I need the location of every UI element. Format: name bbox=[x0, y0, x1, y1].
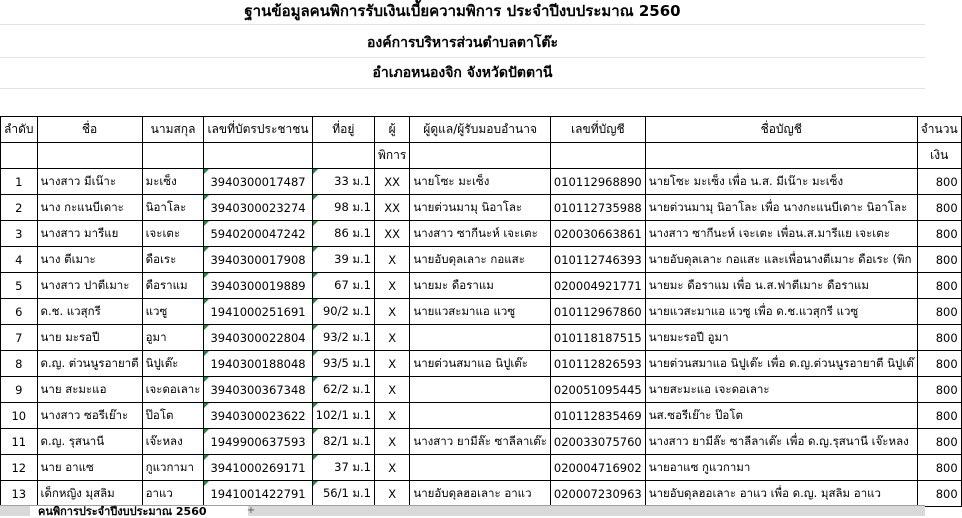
cell-disabled[interactable]: X bbox=[374, 325, 409, 351]
cell-id-card[interactable]: 3940300022804 bbox=[204, 325, 312, 351]
cell-account-name[interactable]: นายมะรอปี อูมา bbox=[645, 325, 917, 351]
cell-amount[interactable]: 800 bbox=[917, 325, 961, 351]
district-title: อำเภอหนองจิก จังหวัดปัตตานี bbox=[372, 65, 553, 81]
cell-amount[interactable]: 800 bbox=[917, 195, 961, 221]
header-account-name[interactable]: ชื่อบัญชี bbox=[645, 117, 917, 143]
cell-amount[interactable]: 800 bbox=[917, 377, 961, 403]
cell-amount[interactable]: 800 bbox=[917, 169, 961, 195]
cell-amount[interactable]: 800 bbox=[917, 481, 961, 507]
table-row bbox=[1, 195, 962, 221]
cell-account-name[interactable]: นางสาว ยามีล๊ะ ซาลีลาเต๊ะ เพื่อ ด.ญ.รุสนานี เจ๊ะหลง bbox=[645, 429, 917, 455]
cell-amount[interactable]: 800 bbox=[917, 455, 961, 481]
cell-disabled[interactable]: X bbox=[374, 247, 409, 273]
table-row bbox=[1, 429, 962, 455]
cell-disabled[interactable]: XX bbox=[374, 221, 409, 247]
grid-line bbox=[0, 24, 925, 25]
cell-account-name[interactable]: นายอับดุลฮอเลาะ อาแว เพื่อ ด.ญ. มุสลิม อาแว bbox=[645, 481, 917, 507]
cell-no[interactable]: 13 bbox=[1, 481, 38, 507]
cell-surname[interactable]: ป๊อโต bbox=[142, 403, 204, 429]
header-row-2 bbox=[1, 143, 962, 169]
cell-id-card[interactable]: 1941001422791 bbox=[204, 481, 312, 507]
cell-no[interactable]: 12 bbox=[1, 455, 38, 481]
cell-disabled[interactable]: X bbox=[374, 377, 409, 403]
table-row bbox=[1, 481, 962, 507]
cell-address[interactable]: 90/2 ม.1 bbox=[312, 299, 374, 325]
sheet-title: ฐานข้อมูลคนพิการรับเงินเบี้ยความพิการ ประจำปีงบประมาณ 2560 bbox=[244, 2, 681, 20]
cell-disabled[interactable]: XX bbox=[374, 195, 409, 221]
cell-name[interactable]: เด็กหญิง มุสลิม bbox=[37, 481, 142, 507]
cell-id-card[interactable]: 1940300188048 bbox=[204, 351, 312, 377]
header-disabled-2[interactable]: พิการ bbox=[374, 143, 409, 169]
cell-disabled[interactable]: X bbox=[374, 351, 409, 377]
cell-amount[interactable]: 800 bbox=[917, 351, 961, 377]
cell-guardian[interactable]: นายต่วนสมาแอ นิปูเต๊ะ bbox=[410, 351, 551, 377]
cell-account-name[interactable]: นายแวสะมาแอ แวซู เพื่อ ด.ช.แวสุกรี แวซู bbox=[645, 299, 917, 325]
header-name[interactable]: ชื่อ bbox=[37, 117, 142, 143]
cell-amount[interactable]: 800 bbox=[917, 429, 961, 455]
header-guardian[interactable]: ผู้ดูแล/ผู้รับมอบอำนาจ bbox=[410, 117, 551, 143]
cell-guardian[interactable]: นายมะ ดือราแม bbox=[410, 273, 551, 299]
cell-account-no[interactable]: 020030663861 bbox=[550, 221, 645, 247]
cell-disabled[interactable]: XX bbox=[374, 169, 409, 195]
cell-id-card[interactable]: 3940300023274 bbox=[204, 195, 312, 221]
table-row bbox=[1, 221, 962, 247]
cell-name[interactable]: นางสาว มารีแย bbox=[37, 221, 142, 247]
cell-disabled[interactable]: X bbox=[374, 299, 409, 325]
cell-name[interactable]: นาย มะรอปี bbox=[37, 325, 142, 351]
cell-account-name[interactable]: นางสาว ซากีนะห์ เจะเตะ เพื่อน.ส.มารีแย เจะเตะ bbox=[645, 221, 917, 247]
cell-name[interactable]: ด.ญ. ต่วนนูรอายาตี bbox=[37, 351, 142, 377]
cell-address[interactable]: 102/1 ม.1 bbox=[312, 403, 374, 429]
cell-id-card[interactable]: 3940300023622 bbox=[204, 403, 312, 429]
cell-id-card[interactable]: 3940300019889 bbox=[204, 273, 312, 299]
plus-icon[interactable]: + bbox=[246, 505, 256, 516]
cell-account-name[interactable]: นายสะมะแอ เจะดอเลาะ bbox=[645, 377, 917, 403]
cell-name[interactable]: นางสาว มีเน๊าะ bbox=[37, 169, 142, 195]
cell-address[interactable]: 93/5 ม.1 bbox=[312, 351, 374, 377]
cell-surname[interactable]: ดือเระ bbox=[142, 247, 204, 273]
cell-disabled[interactable]: X bbox=[374, 273, 409, 299]
cell-amount[interactable]: 800 bbox=[917, 247, 961, 273]
cell-guardian[interactable]: นายอับดุลเลาะ กอแสะ bbox=[410, 247, 551, 273]
header-no[interactable]: ลำดับ bbox=[1, 117, 38, 143]
cell-account-no[interactable]: 010112746393 bbox=[550, 247, 645, 273]
cell-guardian[interactable]: นางสาว ยามีล๊ะ ซาลีลาเต๊ะ bbox=[410, 429, 551, 455]
grid-line bbox=[0, 88, 925, 89]
cell-disabled[interactable]: X bbox=[374, 481, 409, 507]
cell-guardian[interactable]: นางสาว ซากีนะห์ เจะเตะ bbox=[410, 221, 551, 247]
cell-disabled[interactable]: X bbox=[374, 429, 409, 455]
header-row bbox=[1, 117, 962, 143]
cell-no[interactable]: 6 bbox=[1, 299, 38, 325]
cell-surname[interactable]: เจ๊ะหลง bbox=[142, 429, 204, 455]
cell-account-no[interactable]: 020004716902 bbox=[550, 455, 645, 481]
cell-guardian[interactable]: นายต่วนมามุ นิอาโละ bbox=[410, 195, 551, 221]
cell-account-no[interactable]: 010112735988 bbox=[550, 195, 645, 221]
cell-account-no[interactable]: 010112968890 bbox=[550, 169, 645, 195]
table-body bbox=[1, 169, 962, 507]
cell-disabled[interactable]: X bbox=[374, 455, 409, 481]
cell-no[interactable]: 4 bbox=[1, 247, 38, 273]
cell-surname[interactable]: เจะเตะ bbox=[142, 221, 204, 247]
cell-account-no[interactable]: 010112967860 bbox=[550, 299, 645, 325]
cell-name[interactable]: นาง ตีเมาะ bbox=[37, 247, 142, 273]
header-amount[interactable]: จำนวน bbox=[917, 117, 961, 143]
header-id-card[interactable]: เลขที่บัตรประชาชน bbox=[204, 117, 312, 143]
cell-name[interactable]: นาย สะมะแอ bbox=[37, 377, 142, 403]
table-row bbox=[1, 455, 962, 481]
header-address[interactable]: ที่อยู่ bbox=[312, 117, 374, 143]
cell-account-no[interactable]: 020004921771 bbox=[550, 273, 645, 299]
sheet-tab-bar bbox=[0, 505, 925, 516]
cell-no[interactable]: 9 bbox=[1, 377, 38, 403]
header-surname[interactable]: นามสกุล bbox=[142, 117, 204, 143]
table-row bbox=[1, 299, 962, 325]
cell-id-card[interactable]: 3940300017487 bbox=[204, 169, 312, 195]
cell-guardian[interactable] bbox=[410, 377, 551, 403]
cell-guardian[interactable]: นายอับดุลฮอเลาะ อาแว bbox=[410, 481, 551, 507]
cell-name[interactable]: นาย อาแซ bbox=[37, 455, 142, 481]
cell-name[interactable]: นางสาว ซอรีเย๊าะ bbox=[37, 403, 142, 429]
cell-no[interactable]: 7 bbox=[1, 325, 38, 351]
table-row bbox=[1, 351, 962, 377]
cell-account-name[interactable]: นายโซะ มะเซ็ง เพื่อ น.ส. มีเน๊าะ มะเซ็ง bbox=[645, 169, 917, 195]
cell-surname[interactable]: กูแวกามา bbox=[142, 455, 204, 481]
header-disabled[interactable]: ผู้ bbox=[374, 117, 409, 143]
cell-no[interactable]: 1 bbox=[1, 169, 38, 195]
cell-no[interactable]: 11 bbox=[1, 429, 38, 455]
cell-guardian[interactable] bbox=[410, 455, 551, 481]
cell-surname[interactable]: อูมา bbox=[142, 325, 204, 351]
cell-surname[interactable]: มะเซ็ง bbox=[142, 169, 204, 195]
cell-guardian[interactable]: นายแวสะมาแอ แวซู bbox=[410, 299, 551, 325]
header-account-no[interactable]: เลขที่บัญชี bbox=[550, 117, 645, 143]
table-row bbox=[1, 325, 962, 351]
cell-id-card[interactable]: 5940200047242 bbox=[204, 221, 312, 247]
cell-account-no[interactable]: 020033075760 bbox=[550, 429, 645, 455]
cell-disabled[interactable]: X bbox=[374, 403, 409, 429]
cell-name[interactable]: ด.ช. แวสุกรี bbox=[37, 299, 142, 325]
cell-account-name[interactable]: นายอาแซ กูแวกามา bbox=[645, 455, 917, 481]
cell-address[interactable]: 67 ม.1 bbox=[312, 273, 374, 299]
cell-surname[interactable]: นิอาโละ bbox=[142, 195, 204, 221]
cell-account-name[interactable]: นส.ซอรีเย๊าะ ป๊อโต bbox=[645, 403, 917, 429]
cell-surname[interactable]: ดือราแม bbox=[142, 273, 204, 299]
cell-address[interactable]: 86 ม.1 bbox=[312, 221, 374, 247]
cell-surname[interactable]: นิปูเต๊ะ bbox=[142, 351, 204, 377]
beneficiary-table bbox=[0, 116, 962, 507]
cell-address[interactable]: 33 ม.1 bbox=[312, 169, 374, 195]
grid-line bbox=[0, 57, 925, 58]
cell-account-no[interactable]: 010112835469 bbox=[550, 403, 645, 429]
cell-account-no[interactable]: 020007230963 bbox=[550, 481, 645, 507]
table-row bbox=[1, 169, 962, 195]
cell-no[interactable]: 2 bbox=[1, 195, 38, 221]
cell-address[interactable]: 93/2 ม.1 bbox=[312, 325, 374, 351]
cell-amount[interactable]: 800 bbox=[917, 299, 961, 325]
cell-amount[interactable]: 800 bbox=[917, 273, 961, 299]
cell-id-card[interactable]: 1941000251691 bbox=[204, 299, 312, 325]
cell-account-name[interactable]: นายมะ ดือราแม เพื่อ น.ส.ฟาตีเมาะ ดือราแม bbox=[645, 273, 917, 299]
cell-address[interactable]: 82/1 ม.1 bbox=[312, 429, 374, 455]
cell-account-no[interactable]: 010112826593 bbox=[550, 351, 645, 377]
table-row bbox=[1, 247, 962, 273]
cell-no[interactable]: 10 bbox=[1, 403, 38, 429]
cell-surname[interactable]: เจะดอเลาะ bbox=[142, 377, 204, 403]
cell-account-name[interactable]: นายต่วนสมาแอ นิปูเต๊ะ เพื่อ ด.ญ.ต่วนนูรอายาตี นิปูเต๊ bbox=[645, 351, 917, 377]
cell-address[interactable]: 98 ม.1 bbox=[312, 195, 374, 221]
cell-account-no[interactable]: 010118187515 bbox=[550, 325, 645, 351]
cell-account-no[interactable]: 020051095445 bbox=[550, 377, 645, 403]
table-row bbox=[1, 403, 962, 429]
cell-id-card[interactable]: 3940300017908 bbox=[204, 247, 312, 273]
cell-id-card[interactable]: 1949900637593 bbox=[204, 429, 312, 455]
cell-name[interactable]: นางสาว ปาตีเมาะ bbox=[37, 273, 142, 299]
cell-account-name[interactable]: นายต่วนมามุ นิอาโละ เพื่อ นางกะแนบีเดาะ นิอาโละ bbox=[645, 195, 917, 221]
cell-no[interactable]: 5 bbox=[1, 273, 38, 299]
table-row bbox=[1, 273, 962, 299]
cell-amount[interactable]: 800 bbox=[917, 221, 961, 247]
organization-title: องค์การบริหารส่วนตำบลตาโต๊ะ bbox=[367, 35, 558, 51]
cell-address[interactable]: 37 ม.1 bbox=[312, 455, 374, 481]
table-row bbox=[1, 377, 962, 403]
cell-amount[interactable]: 800 bbox=[917, 403, 961, 429]
cell-address[interactable]: 56/1 ม.1 bbox=[312, 481, 374, 507]
cell-guardian[interactable]: นายโซะ มะเซ็ง bbox=[410, 169, 551, 195]
cell-no[interactable]: 8 bbox=[1, 351, 38, 377]
sheet-tab[interactable]: คนพิการประจำปีงบประมาณ 2560 bbox=[30, 506, 248, 516]
cell-name[interactable]: ด.ญ. รุสนานี bbox=[37, 429, 142, 455]
cell-guardian[interactable] bbox=[410, 325, 551, 351]
cell-name[interactable]: นาง กะแนบีเดาะ bbox=[37, 195, 142, 221]
cell-address[interactable]: 39 ม.1 bbox=[312, 247, 374, 273]
cell-account-name[interactable]: นายอับดุลเลาะ กอแสะ และเพื่อนางตีเมาะ ดือเระ (พิก bbox=[645, 247, 917, 273]
header-amount-2[interactable]: เงิน bbox=[917, 143, 961, 169]
cell-guardian[interactable] bbox=[410, 403, 551, 429]
cell-address[interactable]: 62/2 ม.1 bbox=[312, 377, 374, 403]
cell-surname[interactable]: อาแว bbox=[142, 481, 204, 507]
cell-surname[interactable]: แวซู bbox=[142, 299, 204, 325]
cell-no[interactable]: 3 bbox=[1, 221, 38, 247]
cell-id-card[interactable]: 3940300367348 bbox=[204, 377, 312, 403]
cell-id-card[interactable]: 3941000269171 bbox=[204, 455, 312, 481]
